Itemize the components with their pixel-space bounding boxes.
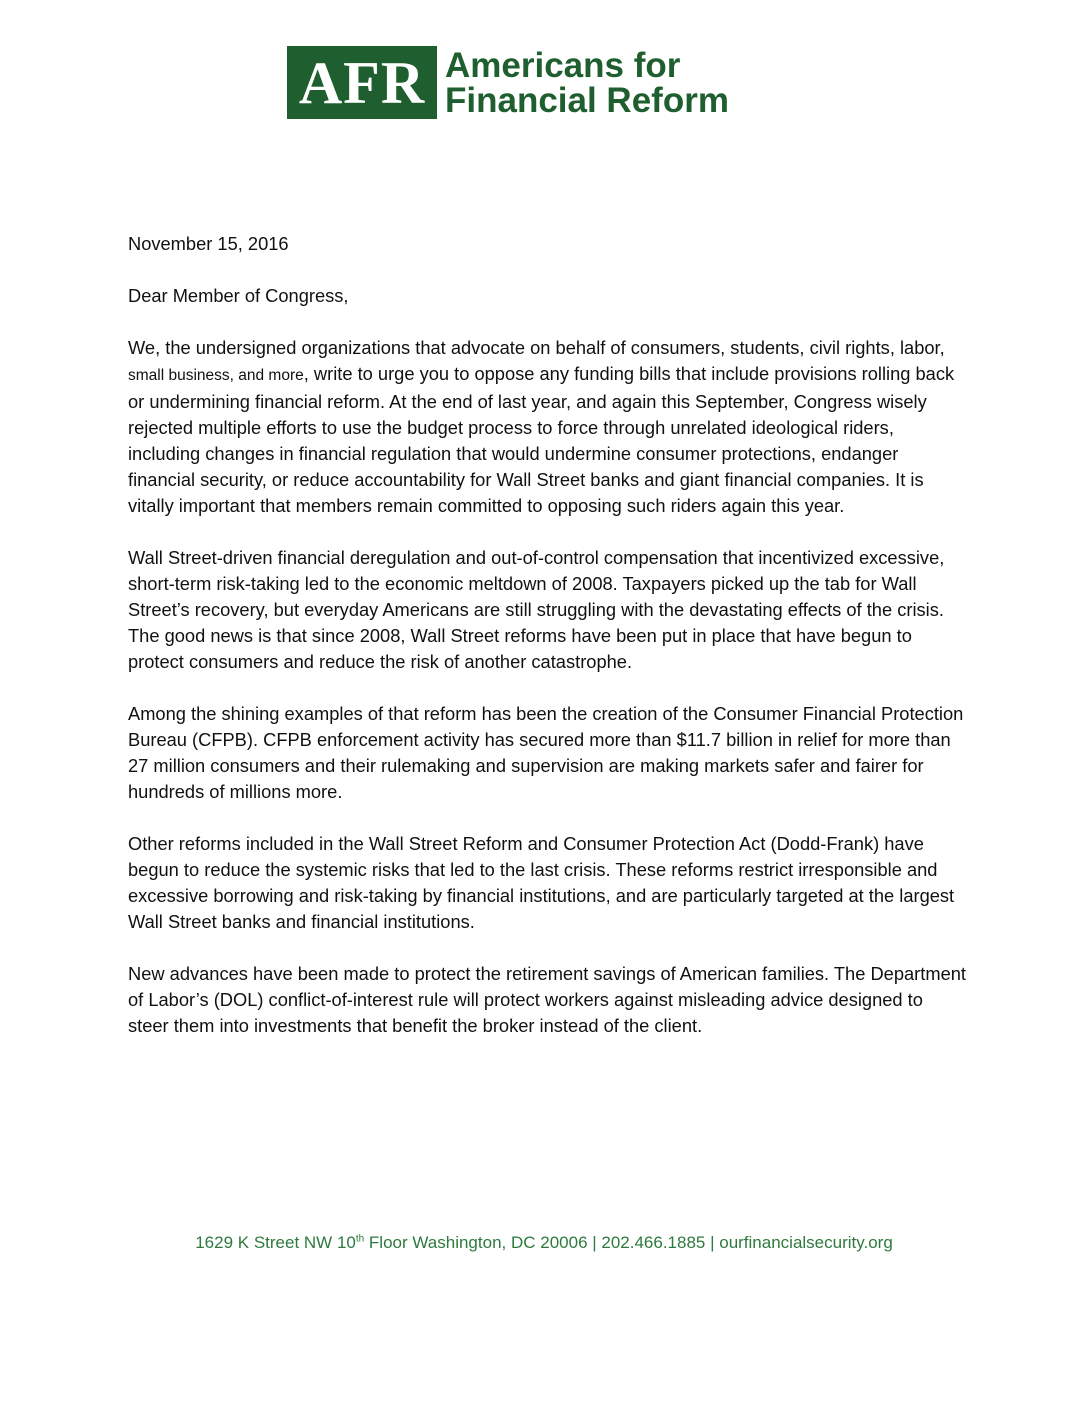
logo-name-line1: Americans for xyxy=(445,45,681,85)
paragraph-3: Among the shining examples of that reform has been the creation of the Consumer Financial Protection Bureau (CFPB). CFPB enforcement activity has secured more than $11.7 billion in relief for more than 27 million consumers and their rulemaking and supervision are making markets safer and fairer for hundreds of millions more. xyxy=(128,703,964,802)
paragraph-4: Other reforms included in the Wall Street Reform and Consumer Protection Act (Dodd-Frank) have begun to reduce the systemic risks that led to the last crisis. These reforms restrict irresponsible and excessive borrowing and risk-taking by financial institutions, and are particularly targeted at the largest Wall Street banks and financial institutions. xyxy=(128,833,955,932)
logo-abbrev: AFR xyxy=(298,49,426,116)
letter-date: November 15, 2016 xyxy=(128,233,289,254)
logo-mark xyxy=(287,46,437,119)
footer-address xyxy=(0,1233,1088,1253)
letter-salutation: Dear Member of Congress, xyxy=(128,285,349,306)
footer-address-part2: Floor Washington, DC 20006 | 202.466.1885 | ourfinancialsecurity.org xyxy=(364,1233,893,1252)
afr-logo xyxy=(287,46,729,119)
logo-name-line2: Financial Reform xyxy=(445,80,729,120)
logo-wordmark xyxy=(445,46,729,119)
paragraph-5: New advances have been made to protect the retirement savings of American families. The Department of Labor’s (DOL) conflict-of-interest rule will protect workers against misleading advice designed to steer them into investments that benefit the broker instead of the client. xyxy=(128,963,966,1036)
paragraph-1-small-text: small business, and more xyxy=(128,367,304,384)
paragraph-1-part1: We, the undersigned organizations that advocate on behalf of consumers, students, civil rights, labor, xyxy=(128,337,945,358)
paragraph-1-part2: , write to urge you to oppose any funding bills that include provisions rolling back or undermining financial reform. At the end of last year, and again this September, Congress wisely rejected multiple efforts to use the budget process to force through unrelated ideological riders, including changes in financial regulation that would undermine consumer protections, endanger financial security, or reduce accountability for Wall Street banks and giant financial companies. It is vitally important that members remain committed to opposing such riders again this year. xyxy=(128,363,955,516)
paragraph-1 xyxy=(128,335,968,519)
footer-address-sup: th xyxy=(355,1233,365,1245)
letter-body xyxy=(128,231,968,1065)
footer-address-part1: 1629 K Street NW 10 xyxy=(195,1233,356,1252)
paragraph-2: Wall Street-driven financial deregulation and out-of-control compensation that incentivized excessive, short-term risk-taking led to the economic meltdown of 2008. Taxpayers picked up the tab for Wall Street’s recovery, but everyday Americans are still struggling with the devastating effects of the crisis. The good news is that since 2008, Wall Street reforms have been put in place that have begun to protect consumers and reduce the risk of another catastrophe. xyxy=(128,547,945,672)
